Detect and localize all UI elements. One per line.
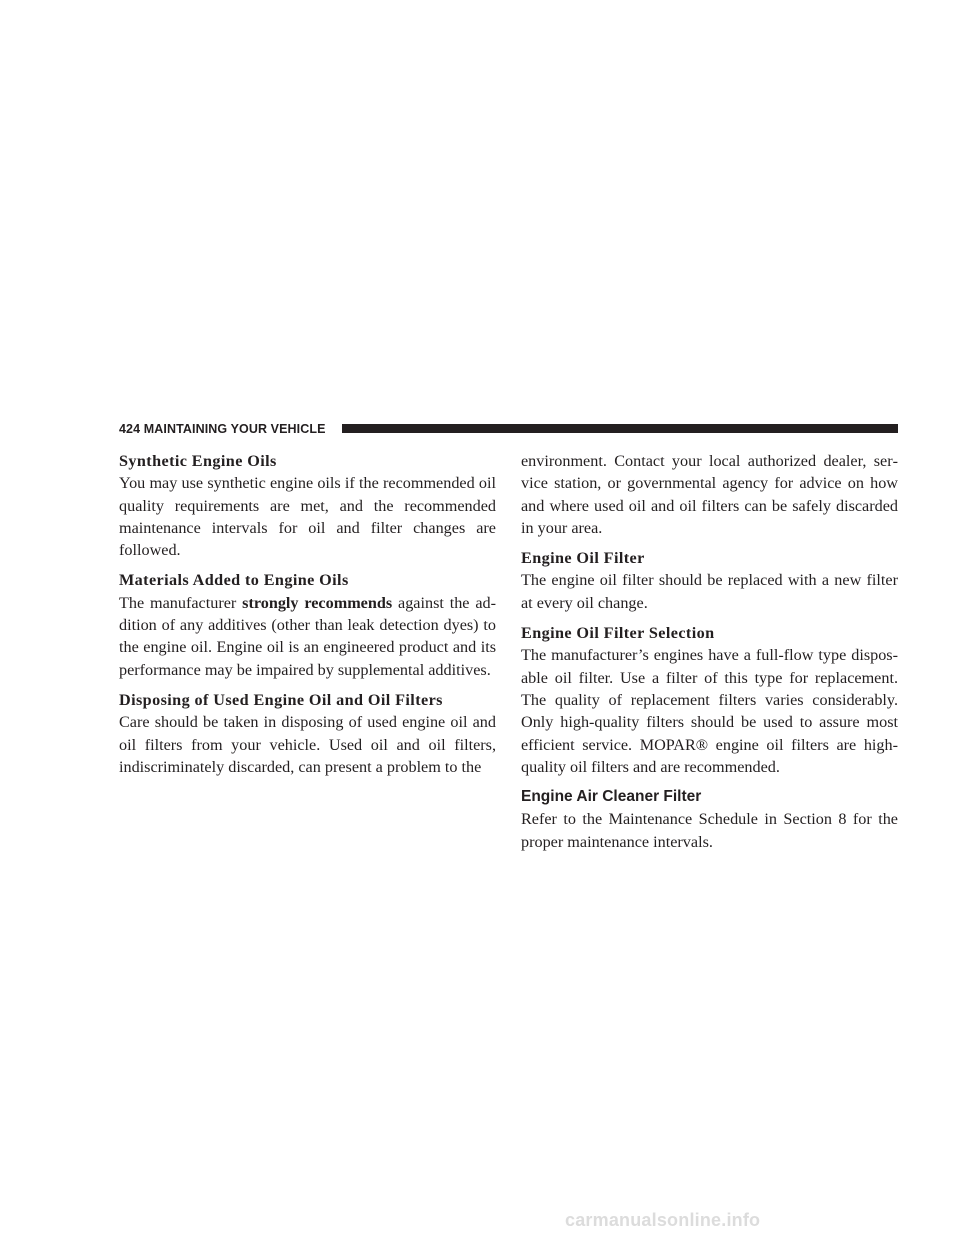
section-heading: Engine Oil Filter bbox=[521, 549, 645, 568]
right-column bbox=[521, 450, 898, 861]
section-heading: Disposing of Used Engine Oil and Oil Filters bbox=[119, 690, 443, 709]
page-header bbox=[119, 421, 898, 437]
section-synthetic-engine-oils bbox=[119, 450, 496, 561]
body-text: against the addition of any additives (other than leak detection dyes) to the engine oil. Engine oil is an engineered product and its performance may be impaired by supplemental additives. bbox=[119, 593, 496, 679]
section-heading: Engine Air Cleaner Filter bbox=[521, 788, 702, 806]
section-heading: Synthetic Engine Oils bbox=[119, 452, 277, 470]
emphasis-text: strongly recommends bbox=[242, 593, 393, 612]
section-heading: Materials Added to Engine Oils bbox=[119, 571, 349, 590]
section-disposing-used-oil bbox=[119, 689, 496, 778]
left-column bbox=[119, 450, 496, 786]
header-rule bbox=[342, 424, 898, 433]
section-body: The manufacturer’s engines have a full-flow type disposable oil filter. Use a filter of this type for replacement. The quality of replacement filters varies considerably. Only high-quality filters should be used to assure most efficient service. MOPAR® engine oil filters are high-quality oil filters and are recommended. bbox=[521, 646, 898, 776]
section-materials-added bbox=[119, 569, 496, 680]
continued-text: environment. Contact your local authorized dealer, service station, or governmental agency for advice on how and where used oil and oil filters can be safely discarded in your area. bbox=[521, 452, 898, 537]
section-body: Care should be taken in disposing of used engine oil and oil filters from your vehicle. Used oil and oil filters, indiscriminately discarded, can present a problem to the bbox=[119, 713, 496, 776]
section-oil-filter-selection bbox=[521, 622, 898, 778]
body-text: The manufacturer bbox=[119, 593, 243, 612]
section-engine-oil-filter bbox=[521, 547, 898, 614]
section-body: Refer to the Maintenance Schedule in Section 8 for the proper maintenance intervals. bbox=[521, 810, 898, 851]
section-body: You may use synthetic engine oils if the recommended oil quality requirements are met, and the recommended maintenance intervals for oil and filter changes are followed. bbox=[119, 474, 496, 560]
section-air-cleaner-filter bbox=[521, 786, 898, 853]
watermark: carmanualsonline.info bbox=[565, 1210, 761, 1230]
section-body bbox=[119, 592, 496, 681]
running-title: 424 MAINTAINING YOUR VEHICLE bbox=[119, 422, 326, 436]
section-heading: Engine Oil Filter Selection bbox=[521, 624, 715, 643]
section-body: The engine oil filter should be replaced with a new filter at every oil change. bbox=[521, 571, 898, 612]
